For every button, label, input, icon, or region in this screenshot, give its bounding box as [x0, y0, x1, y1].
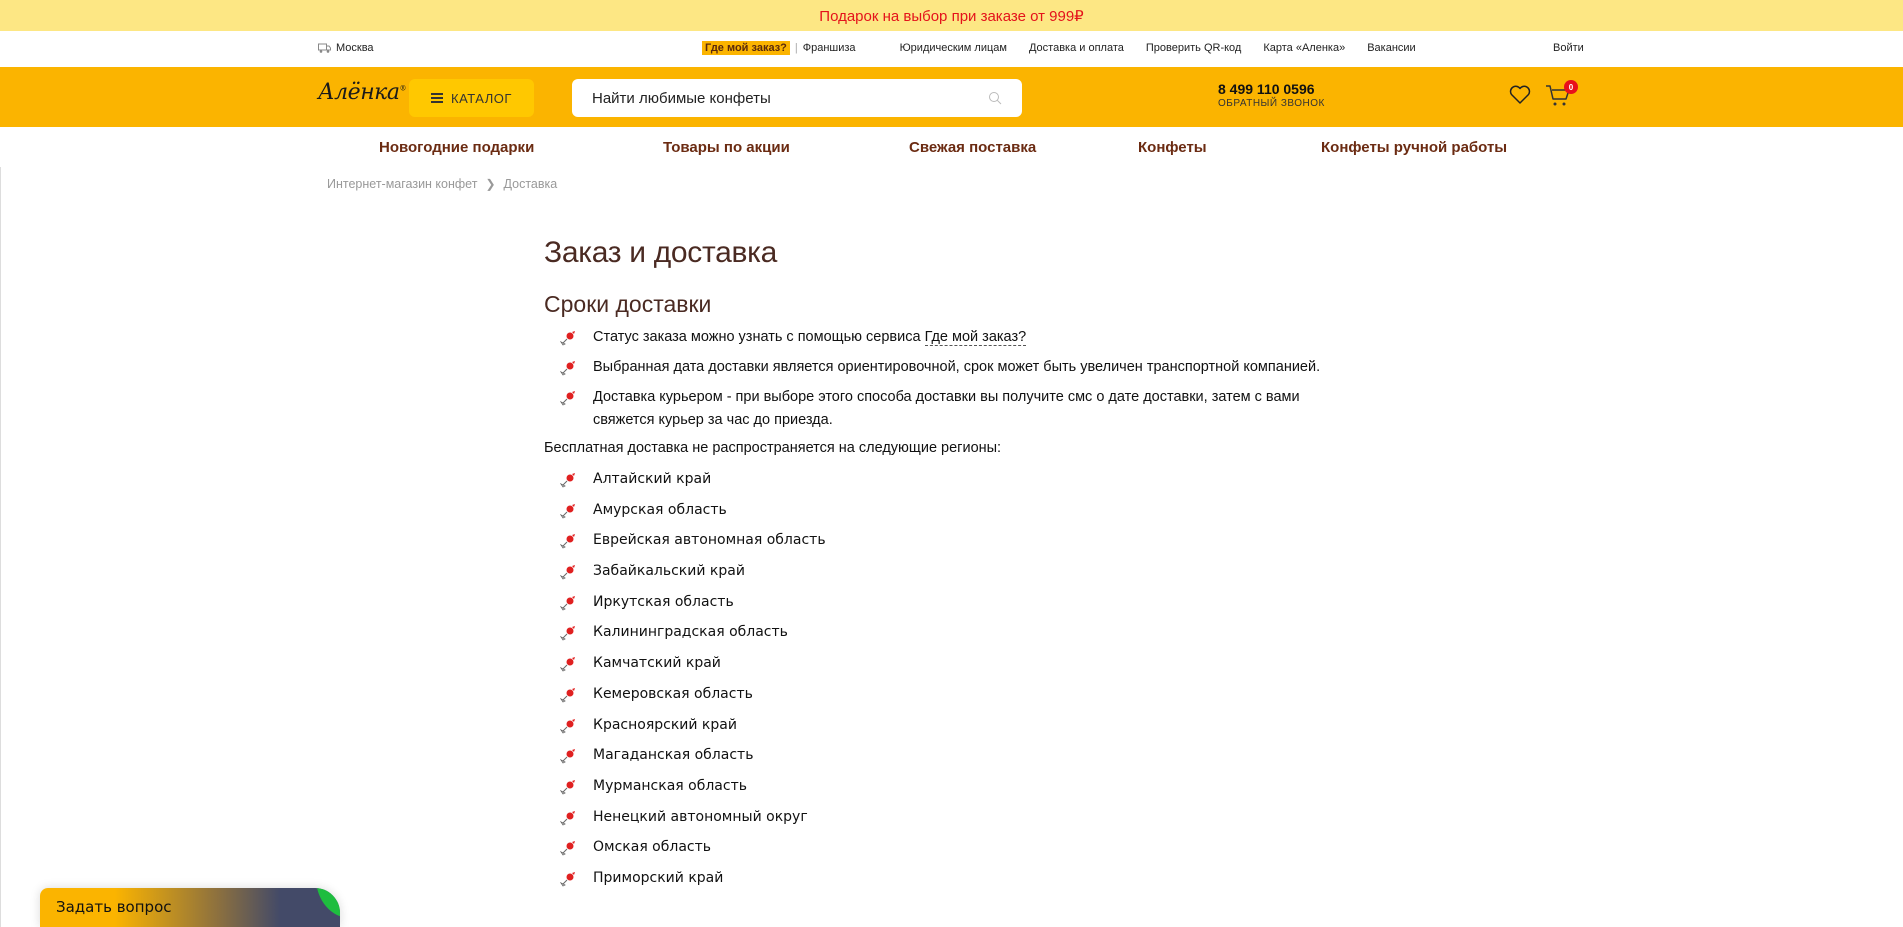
candy-bullet-icon	[560, 503, 576, 519]
list-item	[544, 386, 1364, 432]
region-item	[544, 683, 1364, 706]
city-label: Москва	[336, 42, 374, 54]
candy-bullet-icon	[560, 779, 576, 795]
candy-bullet-icon	[560, 595, 576, 611]
region-item	[544, 775, 1364, 798]
delivery-payment-link[interactable]: Доставка и оплата	[1028, 42, 1124, 54]
catalog-label: КАТАЛОГ	[451, 90, 512, 106]
menu-icon	[431, 93, 443, 103]
search-box	[572, 79, 1022, 117]
region-name: Алтайский край	[593, 471, 712, 487]
leaf-icon	[316, 888, 340, 918]
section-title: Сроки доставки	[544, 291, 712, 317]
left-border	[0, 167, 1, 927]
franchise-link[interactable]: Франшиза	[802, 42, 856, 54]
candy-bullet-icon	[560, 390, 576, 406]
list-item	[544, 326, 1364, 349]
region-item	[544, 714, 1364, 737]
alenka-card-link[interactable]: Карта «Аленка»	[1263, 42, 1346, 54]
region-name: Мурманская область	[593, 777, 747, 794]
region-item	[544, 468, 1364, 491]
main-content	[544, 236, 1364, 898]
region-name: Калининградская область	[593, 624, 788, 641]
region-item	[544, 836, 1364, 859]
candy-bullet-icon	[560, 533, 576, 549]
where-my-order-link[interactable]: Где мой заказ?	[702, 41, 790, 55]
region-item	[544, 806, 1364, 829]
region-item	[544, 744, 1364, 767]
candy-bullet-icon	[560, 718, 576, 734]
region-name: Кемеровская область	[593, 685, 753, 702]
page-title: Заказ и доставка	[544, 236, 778, 269]
callback-link[interactable]: ОБРАТНЫЙ ЗВОНОК	[1218, 98, 1325, 109]
phone-block	[1218, 81, 1325, 109]
region-name: Омская область	[593, 839, 712, 856]
region-name: Красноярский край	[593, 716, 737, 733]
region-name: Приморский край	[593, 869, 724, 886]
candy-bullet-icon	[560, 748, 576, 764]
candy-bullet-icon	[560, 360, 576, 376]
promo-banner[interactable]	[0, 0, 1903, 31]
region-name: Ненецкий автономный округ	[593, 808, 808, 825]
bullet-text: Выбранная дата доставки является ориентировочной, срок может быть увеличен транспортной компанией.	[593, 359, 1321, 375]
candy-bullet-icon	[560, 472, 576, 488]
list-item	[544, 356, 1364, 379]
vacancies-link[interactable]: Вакансии	[1367, 42, 1416, 54]
city-selector[interactable]	[318, 42, 374, 54]
region-name: Амурская область	[593, 501, 727, 518]
delivery-terms-list	[544, 326, 1364, 432]
category-nav	[0, 127, 1903, 167]
regions-list	[544, 468, 1364, 890]
candy-bullet-icon	[560, 330, 576, 346]
region-item	[544, 867, 1364, 890]
region-item	[544, 529, 1364, 552]
candy-bullet-icon	[560, 564, 576, 580]
legal-entities-link[interactable]: Юридическим лицам	[899, 42, 1007, 54]
region-name: Иркутская область	[593, 593, 734, 610]
nav-new-year-gifts[interactable]: Новогодние подарки	[379, 139, 535, 156]
top-bar	[0, 31, 1903, 67]
where-my-order-inline-link[interactable]: Где мой заказ?	[924, 329, 1027, 345]
regions-note: Бесплатная доставка не распространяется на следующие регионы:	[544, 440, 1002, 456]
main-header	[0, 67, 1903, 127]
region-item	[544, 591, 1364, 614]
candy-bullet-icon	[560, 656, 576, 672]
breadcrumb-home[interactable]: Интернет-магазин конфет	[327, 177, 478, 191]
catalog-button[interactable]	[409, 79, 534, 117]
candy-bullet-icon	[560, 625, 576, 641]
candy-bullet-icon	[560, 840, 576, 856]
ask-question-widget[interactable]	[40, 888, 340, 927]
region-item	[544, 499, 1364, 522]
logo-text: Алёнка	[318, 80, 400, 105]
region-item	[544, 652, 1364, 675]
region-item	[544, 621, 1364, 644]
login-link[interactable]: Войти	[1553, 42, 1584, 54]
breadcrumb	[327, 177, 557, 191]
heart-icon[interactable]	[1509, 85, 1531, 105]
region-name: Еврейская автономная область	[593, 532, 826, 549]
nav-promotions[interactable]: Товары по акции	[663, 139, 790, 156]
phone-number[interactable]: 8 499 110 0596	[1218, 81, 1315, 97]
chevron-right-icon: ❯	[485, 177, 496, 191]
region-name: Забайкальский край	[593, 563, 745, 580]
candy-bullet-icon	[560, 810, 576, 826]
separator: |	[794, 42, 798, 54]
bullet-text: Статус заказа можно узнать с помощью сервиса	[593, 329, 925, 345]
search-input[interactable]	[592, 90, 988, 107]
region-name: Магаданская область	[593, 747, 754, 764]
candy-bullet-icon	[560, 687, 576, 703]
candy-bullet-icon	[560, 871, 576, 887]
breadcrumb-current: Доставка	[503, 177, 558, 191]
bullet-text: Доставка курьером - при выборе этого способа доставки вы получите смс о дате доставки, затем с вами свяжется курьер за час до приезда.	[593, 389, 1300, 428]
region-item	[544, 560, 1364, 583]
ask-question-label: Задать вопрос	[56, 898, 172, 916]
search-icon[interactable]	[988, 91, 1002, 105]
region-name: Камчатский край	[593, 655, 721, 672]
cart-count-badge: 0	[1564, 80, 1578, 94]
nav-fresh-supply[interactable]: Свежая поставка	[909, 139, 1037, 156]
nav-candies[interactable]: Конфеты	[1138, 139, 1207, 156]
nav-handmade-candies[interactable]: Конфеты ручной работы	[1321, 139, 1508, 156]
logo[interactable]: Алёнка®	[318, 80, 406, 105]
delivery-truck-icon	[318, 43, 331, 54]
check-qr-link[interactable]: Проверить QR-код	[1145, 42, 1242, 54]
promo-text: Подарок на выбор при заказе от 999₽	[819, 7, 1084, 25]
